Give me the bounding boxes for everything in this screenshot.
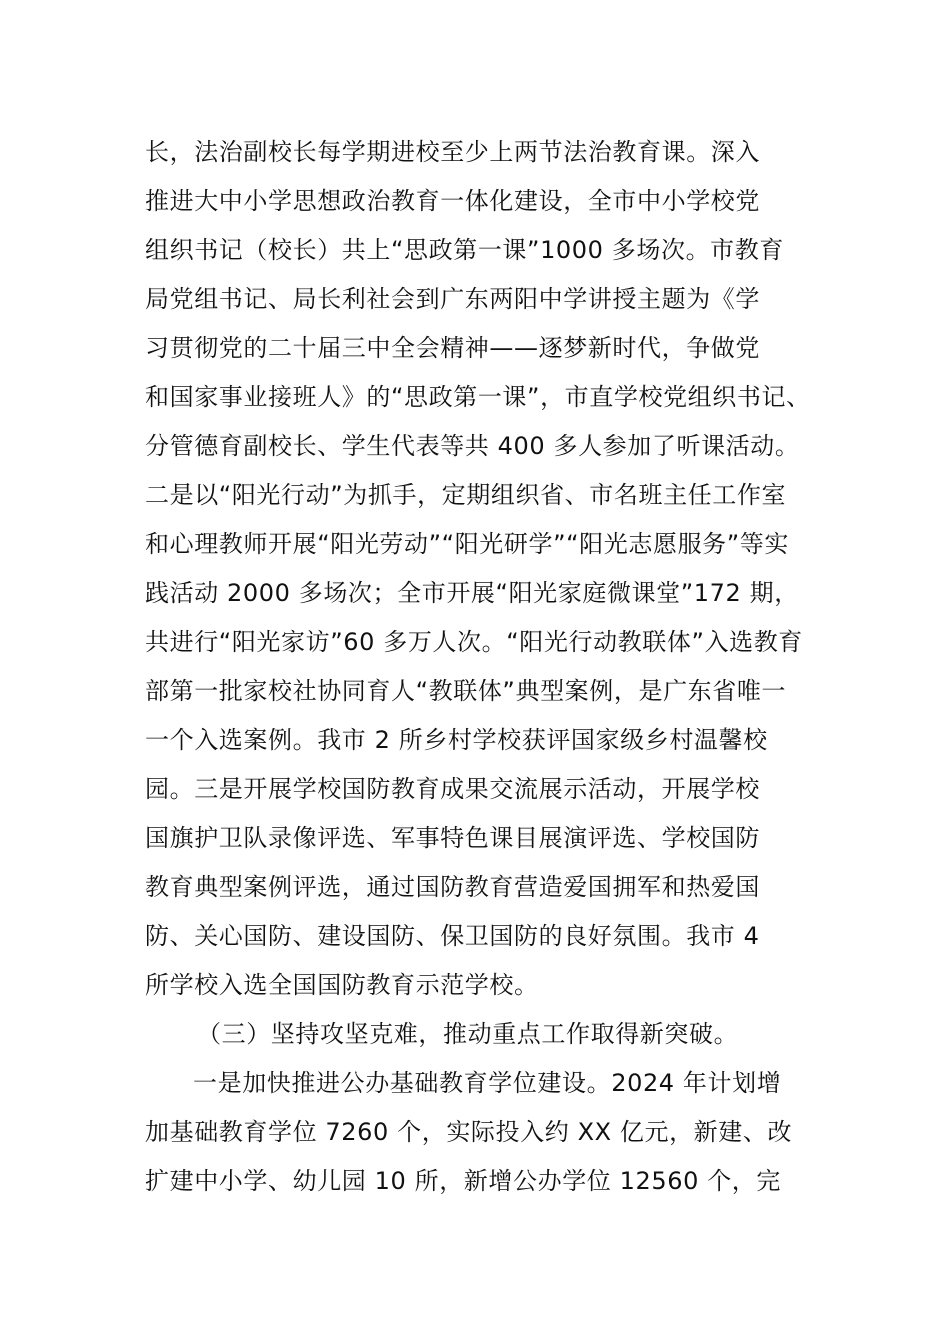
text-line: 部第一批家校社协同育人“教联体”典型案例，是广东省唯一 — [145, 677, 787, 705]
text-line: 长，法治副校长每学期进校至少上两节法治教育课。深入 — [145, 138, 760, 166]
text-line: 践活动 2000 多场次；全市开展“阳光家庭微课堂”172 期， — [145, 579, 799, 607]
text-line: 二是以“阳光行动”为抓手，定期组织省、市名班主任工作室 — [145, 481, 787, 509]
paragraph-first-line: 一是加快推进公办基础教育学位建设。2024 年计划增 — [193, 1069, 782, 1097]
text-line: 共进行“阳光家访”60 多万人次。“阳光行动教联体”入选教育 — [145, 628, 803, 656]
text-line: 推进大中小学思想政治教育一体化建设，全市中小学校党 — [145, 187, 760, 215]
text-line: 加基础教育学位 7260 个，实际投入约 XX 亿元，新建、改 — [145, 1118, 793, 1146]
text-line: 局党组书记、局长利社会到广东两阳中学讲授主题为《学 — [145, 285, 760, 313]
text-line: 园。三是开展学校国防教育成果交流展示活动，开展学校 — [145, 775, 760, 803]
text-line: 习贯彻党的二十届三中全会精神——逐梦新时代，争做党 — [145, 334, 760, 362]
text-line: 和国家事业接班人》的“思政第一课”，市直学校党组织书记、 — [145, 383, 811, 411]
text-line: 防、关心国防、建设国防、保卫国防的良好氛围。我市 4 — [145, 922, 760, 950]
text-line: 组织书记（校长）共上“思政第一课”1000 多场次。市教育 — [145, 236, 784, 264]
document-body — [145, 128, 813, 1206]
text-line: 一个入选案例。我市 2 所乡村学校获评国家级乡村温馨校 — [145, 726, 768, 754]
text-line: 分管德育副校长、学生代表等共 400 多人参加了听课活动。 — [145, 432, 800, 460]
text-line: 国旗护卫队录像评选、军事特色课目展演评选、学校国防 — [145, 824, 760, 852]
text-line: 和心理教师开展“阳光劳动”“阳光研学”“阳光志愿服务”等实 — [145, 530, 789, 558]
text-line: 所学校入选全国国防教育示范学校。 — [145, 971, 539, 999]
section-heading: （三）坚持攻坚克难，推动重点工作取得新突破。 — [197, 1020, 739, 1048]
text-line: 教育典型案例评选，通过国防教育营造爱国拥军和热爱国 — [145, 873, 760, 901]
text-line: 扩建中小学、幼儿园 10 所，新增公办学位 12560 个，完 — [145, 1167, 782, 1195]
